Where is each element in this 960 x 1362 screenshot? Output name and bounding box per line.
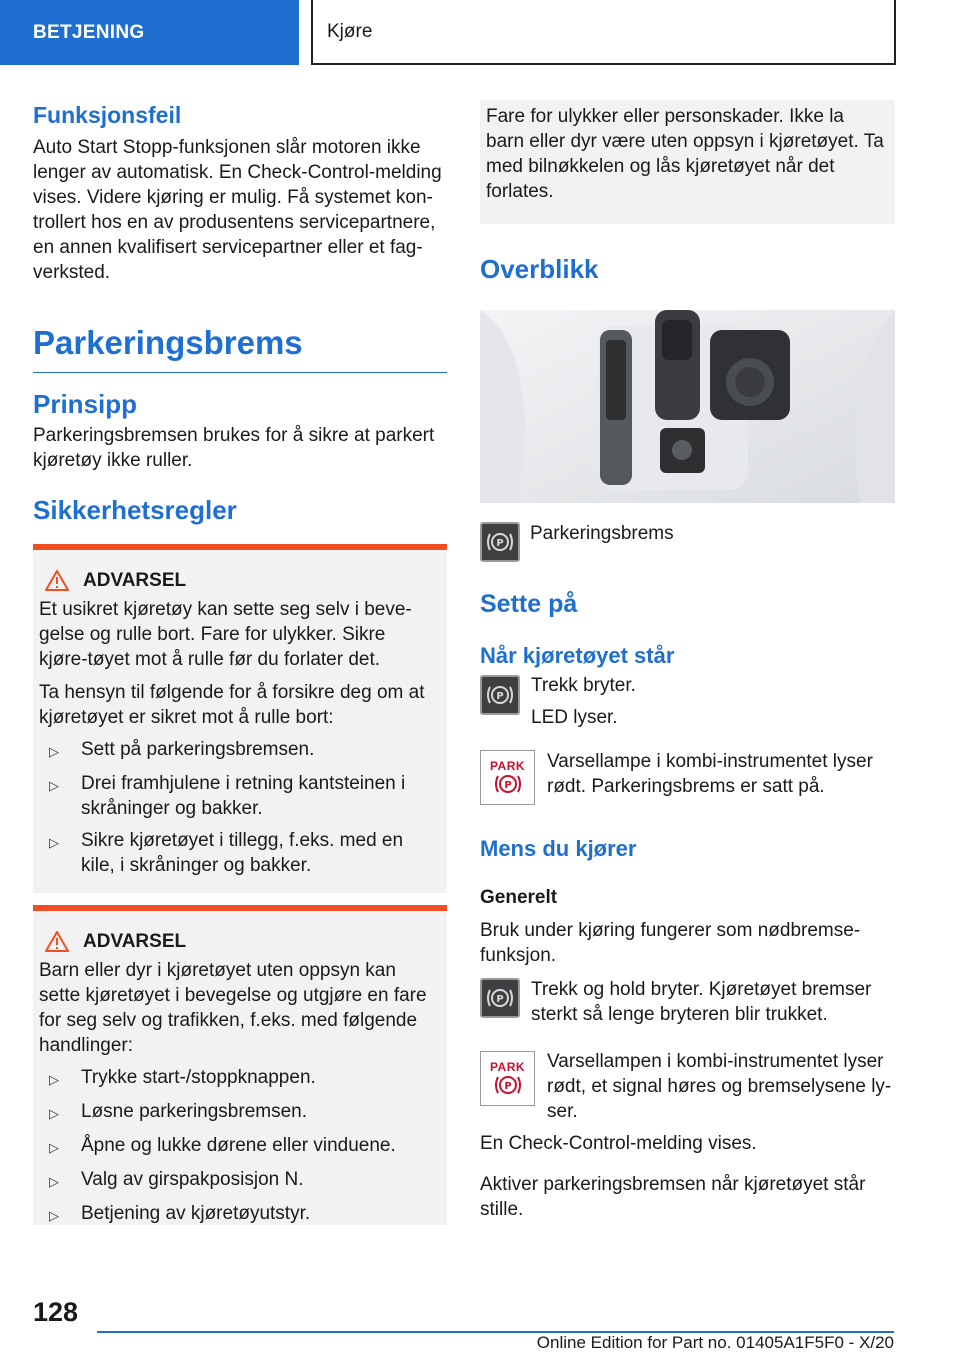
overblikk-heading: Overblikk xyxy=(480,254,599,284)
console-illustration xyxy=(480,310,895,503)
warning-title-2: ADVARSEL xyxy=(45,929,439,954)
right-column xyxy=(480,100,895,1222)
svg-text:P: P xyxy=(496,691,504,702)
svg-text:P: P xyxy=(496,994,504,1005)
parking-brake-button-icon xyxy=(480,978,520,1018)
staar-text: Trekk bryter. LED lyser. xyxy=(531,675,636,728)
prinsipp-heading: Prinsipp xyxy=(33,389,138,419)
warning-box-2 xyxy=(33,905,447,1225)
bullet-triangle-icon: ▷ xyxy=(49,1140,59,1155)
warning-box-1 xyxy=(33,544,447,893)
funksjonsfeil-heading: Funksjonsfeil xyxy=(33,102,182,128)
list-item: ▷ Valg av girspakposisjon N. xyxy=(39,1167,439,1194)
bullet-triangle-icon: ▷ xyxy=(49,778,59,793)
list-item: ▷ Betjening av kjøretøyutstyr. xyxy=(39,1201,439,1228)
photo-legend xyxy=(480,522,895,562)
warning-title-1: ADVARSEL xyxy=(45,568,439,593)
list-item: ▷ Drei framhjulene i retning kantsteinen i skråninger og bakker. xyxy=(49,773,406,819)
parking-brake-button-icon xyxy=(480,522,520,562)
warning-triangle-icon xyxy=(45,570,69,591)
warning-continued-note: Fare for ulykker eller personskader. Ikke la barn eller dyr være uten oppsyn i kjøretøyet. Ta med bilnøkkelen og lås kjøretøyet når det forlates. xyxy=(480,100,895,224)
warning-2-text-1: Barn eller dyr i kjøretøyet uten oppsyn kan sette kjøretøyet i bevegelse og utgjøre en fare for seg selv og trafikken, f.eks. med følgende handlinger: xyxy=(39,960,427,1056)
list-item: ▷ Løsne parkeringsbremsen. xyxy=(39,1099,439,1126)
lamp2-text: Varsellampen i kombi-instrumentet lyser rødt, et signal høres og bremselysene ly-ser. xyxy=(547,1051,892,1122)
generelt-text: Bruk under kjøring fungerer som nødbremse-funksjon. xyxy=(480,920,861,966)
kjorer-heading: Mens du kjører xyxy=(480,836,637,861)
header-chapter: Kjøre xyxy=(311,0,896,65)
svg-text:P: P xyxy=(503,780,512,791)
staar-heading: Når kjøretøyet står xyxy=(480,643,675,668)
left-column xyxy=(33,100,447,1225)
hold-text: Trekk og hold bryter. Kjøretøyet bremser sterkt så lenge bryteren blir trukket. xyxy=(531,979,872,1025)
staar-lamp-text: Varsellampe i kombi-instrumentet lyser rødt. Parkeringsbrems er satt på. xyxy=(547,751,873,797)
svg-text:P: P xyxy=(503,1081,512,1092)
sette-heading: Sette på xyxy=(480,590,578,618)
sikkerhet-heading: Sikkerhetsregler xyxy=(33,495,237,525)
warning-triangle-icon xyxy=(45,931,69,952)
console-photo xyxy=(480,310,895,503)
bullet-triangle-icon: ▷ xyxy=(49,1208,59,1223)
photo-caption: Parkeringsbrems xyxy=(530,523,674,544)
staar-step xyxy=(480,675,895,730)
park-warning-lamp-icon: PARK P xyxy=(480,1051,535,1106)
funksjonsfeil-text: Auto Start Stopp-funksjonen slår motoren ikke lenger av automatisk. En Check-Control-melding vises. Videre kjøring er mulig. Få systemet kon-trollert hos en av produsentens servicepartnere, en annen kvalifisert servicepartner eller et fag-verksted. xyxy=(33,137,442,283)
generelt-heading: Generelt xyxy=(480,887,558,908)
bullet-triangle-icon: ▷ xyxy=(49,1174,59,1189)
warning-1-text-2: Ta hensyn til følgende for å forsikre deg om at kjøretøyet er sikret mot å rulle bort: xyxy=(39,682,425,728)
bullet-triangle-icon: ▷ xyxy=(49,1106,59,1121)
staar-lamp xyxy=(480,750,895,805)
list-item: ▷ Åpne og lukke dørene eller vinduene. xyxy=(39,1133,439,1160)
header-section: BETJENING xyxy=(0,0,299,65)
hold-step xyxy=(480,978,895,1027)
prinsipp-text: Parkeringsbremsen brukes for å sikre at parkert kjøretøy ikke ruller. xyxy=(33,425,435,471)
bullet-triangle-icon: ▷ xyxy=(49,744,59,759)
park-warning-lamp-icon: PARK P xyxy=(480,750,535,805)
bullet-triangle-icon: ▷ xyxy=(49,1072,59,1087)
page-title: Parkeringsbrems xyxy=(33,322,447,373)
parking-brake-button-icon xyxy=(480,675,520,715)
list-item: ▷ Sikre kjøretøyet i tillegg, f.eks. med en kile, i skråninger og bakker. xyxy=(49,830,404,876)
edition-text: Online Edition for Part no. 01405A1F5F0 - X/20 xyxy=(536,1333,894,1352)
lamp2-step xyxy=(480,1051,895,1124)
svg-text:P: P xyxy=(496,538,504,549)
aktiver-text: Aktiver parkeringsbremsen når kjøretøyet står stille. xyxy=(480,1174,866,1220)
list-item: ▷ Sett på parkeringsbremsen. xyxy=(39,737,439,764)
list-item: ▷ Trykke start-/stoppknappen. xyxy=(39,1065,439,1092)
check-control-text: En Check-Control-melding vises. xyxy=(480,1133,757,1154)
page-number: 128 xyxy=(33,1297,79,1327)
bullet-triangle-icon: ▷ xyxy=(49,835,59,850)
warning-1-text-1: Et usikret kjøretøy kan sette seg selv i beve-gelse og rulle bort. Fare for ulykker. Sikre kjøre-tøyet mot å rulle før du forlater det. xyxy=(39,599,412,670)
